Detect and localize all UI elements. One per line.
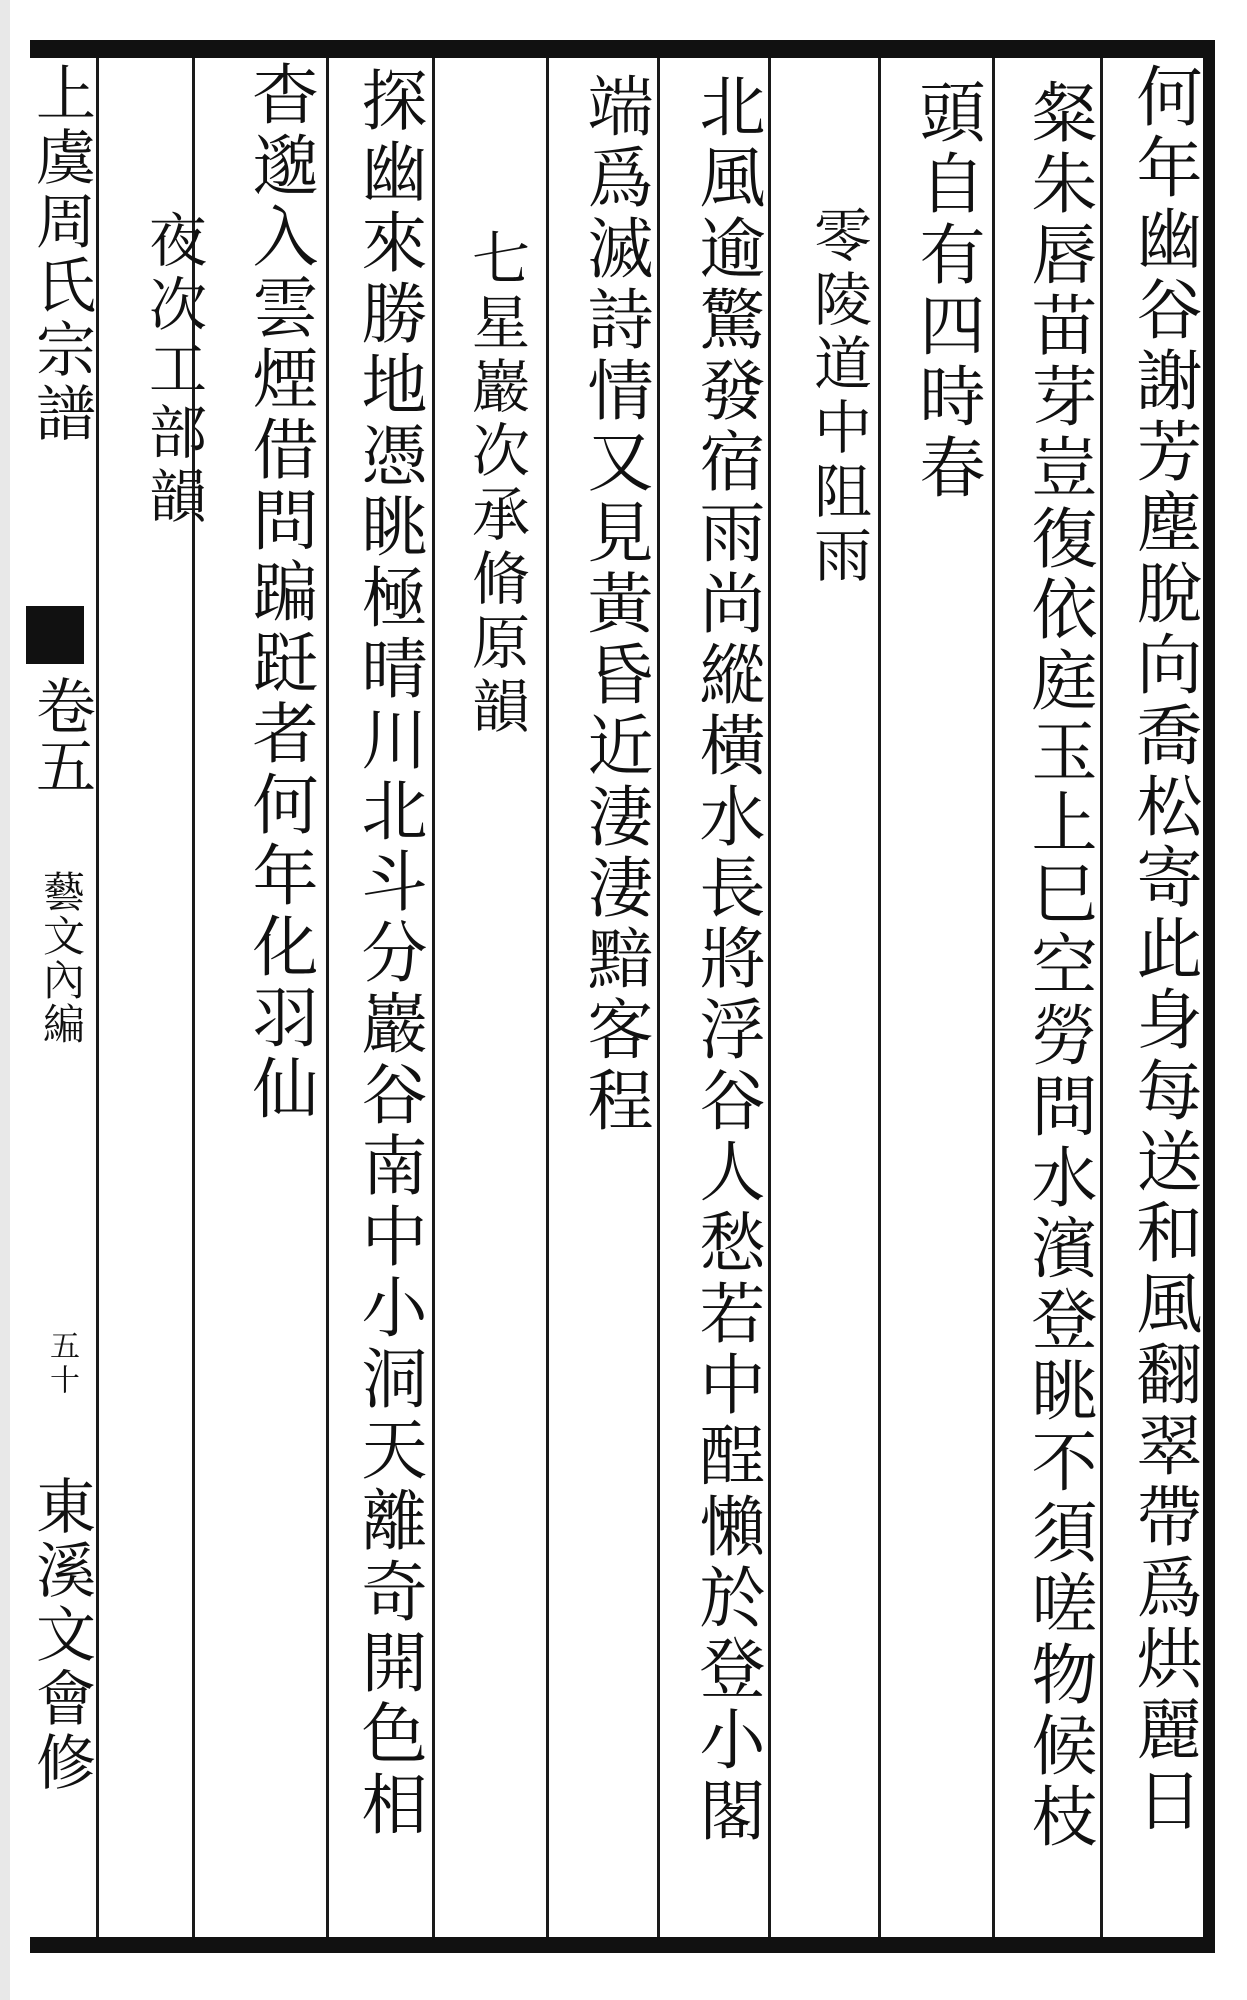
poem-line: 杳邈入雲煙借問蹁跹者何年化羽仙	[241, 60, 318, 1125]
book-title: 上虞周氏宗譜	[26, 62, 96, 446]
poem-title: 零陵道中阻雨	[804, 205, 872, 589]
poem-line: 端爲滅詩情又見黃昏近淒淒黯客程	[576, 72, 653, 1137]
poem-line: 北風逾驚發宿雨尚縱橫水長將浮谷人愁若中酲懶於登小閣	[688, 72, 765, 1847]
poem-line: 探幽來勝地憑眺極晴川北斗分巖谷南中小洞天離奇開色相	[350, 66, 427, 1841]
page-edge	[0, 0, 10, 2000]
section-label: 藝文內編	[37, 870, 86, 1046]
poem-title: 七星巖次承脩原韻	[462, 228, 530, 740]
fishtail-block	[26, 606, 84, 664]
page-number: 五十	[44, 1330, 79, 1398]
column-rule	[96, 58, 99, 1937]
poem-line: 粲朱唇苗芽豈復依庭玉上巳空勞問水濱登眺不須嗟物候枝	[1020, 78, 1097, 1853]
frame-bottom-border	[30, 1937, 1215, 1953]
frame-top-border	[30, 40, 1215, 58]
poem-title: 夜次工部韻	[139, 210, 207, 530]
volume-label: 卷五	[26, 675, 96, 795]
poem-line: 頭自有四時春	[908, 78, 985, 504]
publisher-label: 東溪文會修	[26, 1475, 96, 1795]
poem-line: 何年幽谷謝芳塵脫向喬松寄此身每送和風翻翠帶爲烘麗日	[1125, 62, 1202, 1837]
column-rule	[546, 58, 549, 1937]
